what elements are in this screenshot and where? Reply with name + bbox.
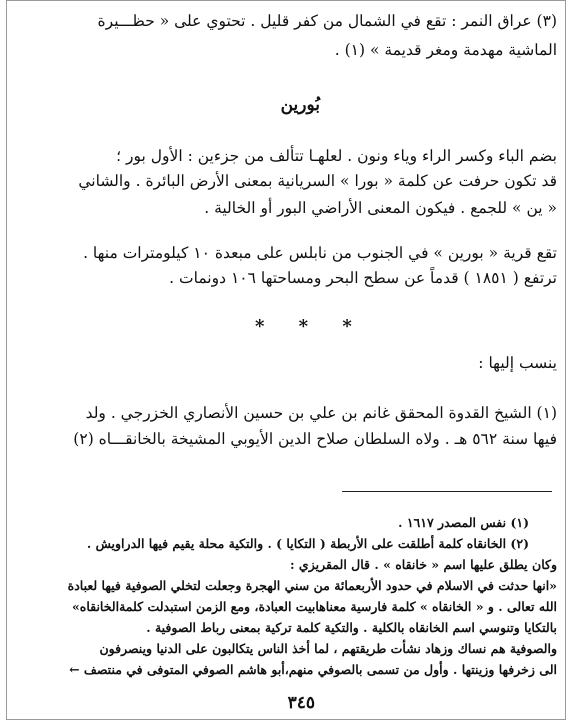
paragraph-line: (٣) عراق النمر : تقع في الشمال من كفر قليل . تحتوي على « حظـــيرة [97, 12, 557, 30]
paragraph-line: الماشية مهدمة ومغر قديمة » (١) . [334, 41, 557, 59]
footnote-divider [342, 491, 552, 492]
page-number: ٣٤٥ [287, 693, 315, 713]
book-page [6, 0, 566, 720]
footnote-line: والصوفية هم نساك وزهاد نشأت طريقتهم ، لما أخذ الناس يتكالبون على الدنيا وينصرفون [99, 641, 557, 656]
footnote-line: بالتكايا وتنوسي اسم الخانقاه بالكلية . والتكية كلمة تركية بمعنى رباط الصوفية . [146, 620, 557, 635]
paragraph-line: « ين » للجمع . فيكون المعنى الأراضي البور أو الخالية . [204, 199, 557, 217]
paragraph-line: تقع قرية « بورين » في الجنوب من نابلس على مبعدة ١٠ كيلومترات منها . [83, 244, 557, 262]
footnote-line: «انها حدثت في الاسلام في حدود الأربعمائة من سني الهجرة وجعلت لتخلي الصوفية فيها لعبادة [67, 578, 557, 593]
paragraph-line: بضم الباء وكسر الراء وياء ونون . لعلهـا تتألف من جزءين : الأول بور ؛ [116, 147, 557, 165]
paragraph-line: ترتفع ( ١٨٥١ ) قدماً عن سطح البحر ومساحتها ١٠٦ دونمات . [169, 269, 557, 287]
section-separator: * * * [255, 316, 366, 337]
footnote-line: الله تعالى . و « الخانقاه » كلمة فارسية معناهابيت العبادة، ومع الزمن استبدلت كلمةالخانقاه» [71, 599, 557, 614]
paragraph-line: فيها سنة ٥٦٢ هـ . ولاه السلطان صلاح الدين الأيوبي المشيخة بالخانقـــاه (٢) [73, 430, 557, 448]
footnote-line: (٢) الخانقاه كلمة أطلقت على الأربطة ( التكايا ) . والتكية محلة يقيم فيها الدراويش . [86, 536, 529, 551]
footnote-line: الى زخرفها وزينتها . وأول من تسمى بالصوفي منهم،أبو هاشم الصوفي المتوفى في منتصف ← [69, 662, 557, 677]
section-title: بُورين [280, 95, 320, 115]
paragraph-line: (١) الشيخ القدوة المحقق غانم بن علي بن حسين الأنصاري الخزرجي . ولد [85, 404, 557, 422]
paragraph-line: ينسب إليها : [478, 354, 557, 372]
footnote-line: وكان يطلق عليها اسم « خانقاه » . قال المقريزي : [289, 557, 557, 572]
paragraph-line: قد تكون حرفت عن كلمة « بورا » السريانية بمعنى الأرض البائرة . والشاني [78, 172, 557, 190]
footnote-line: (١) نفس المصدر ١٦١٧ . [398, 515, 529, 530]
